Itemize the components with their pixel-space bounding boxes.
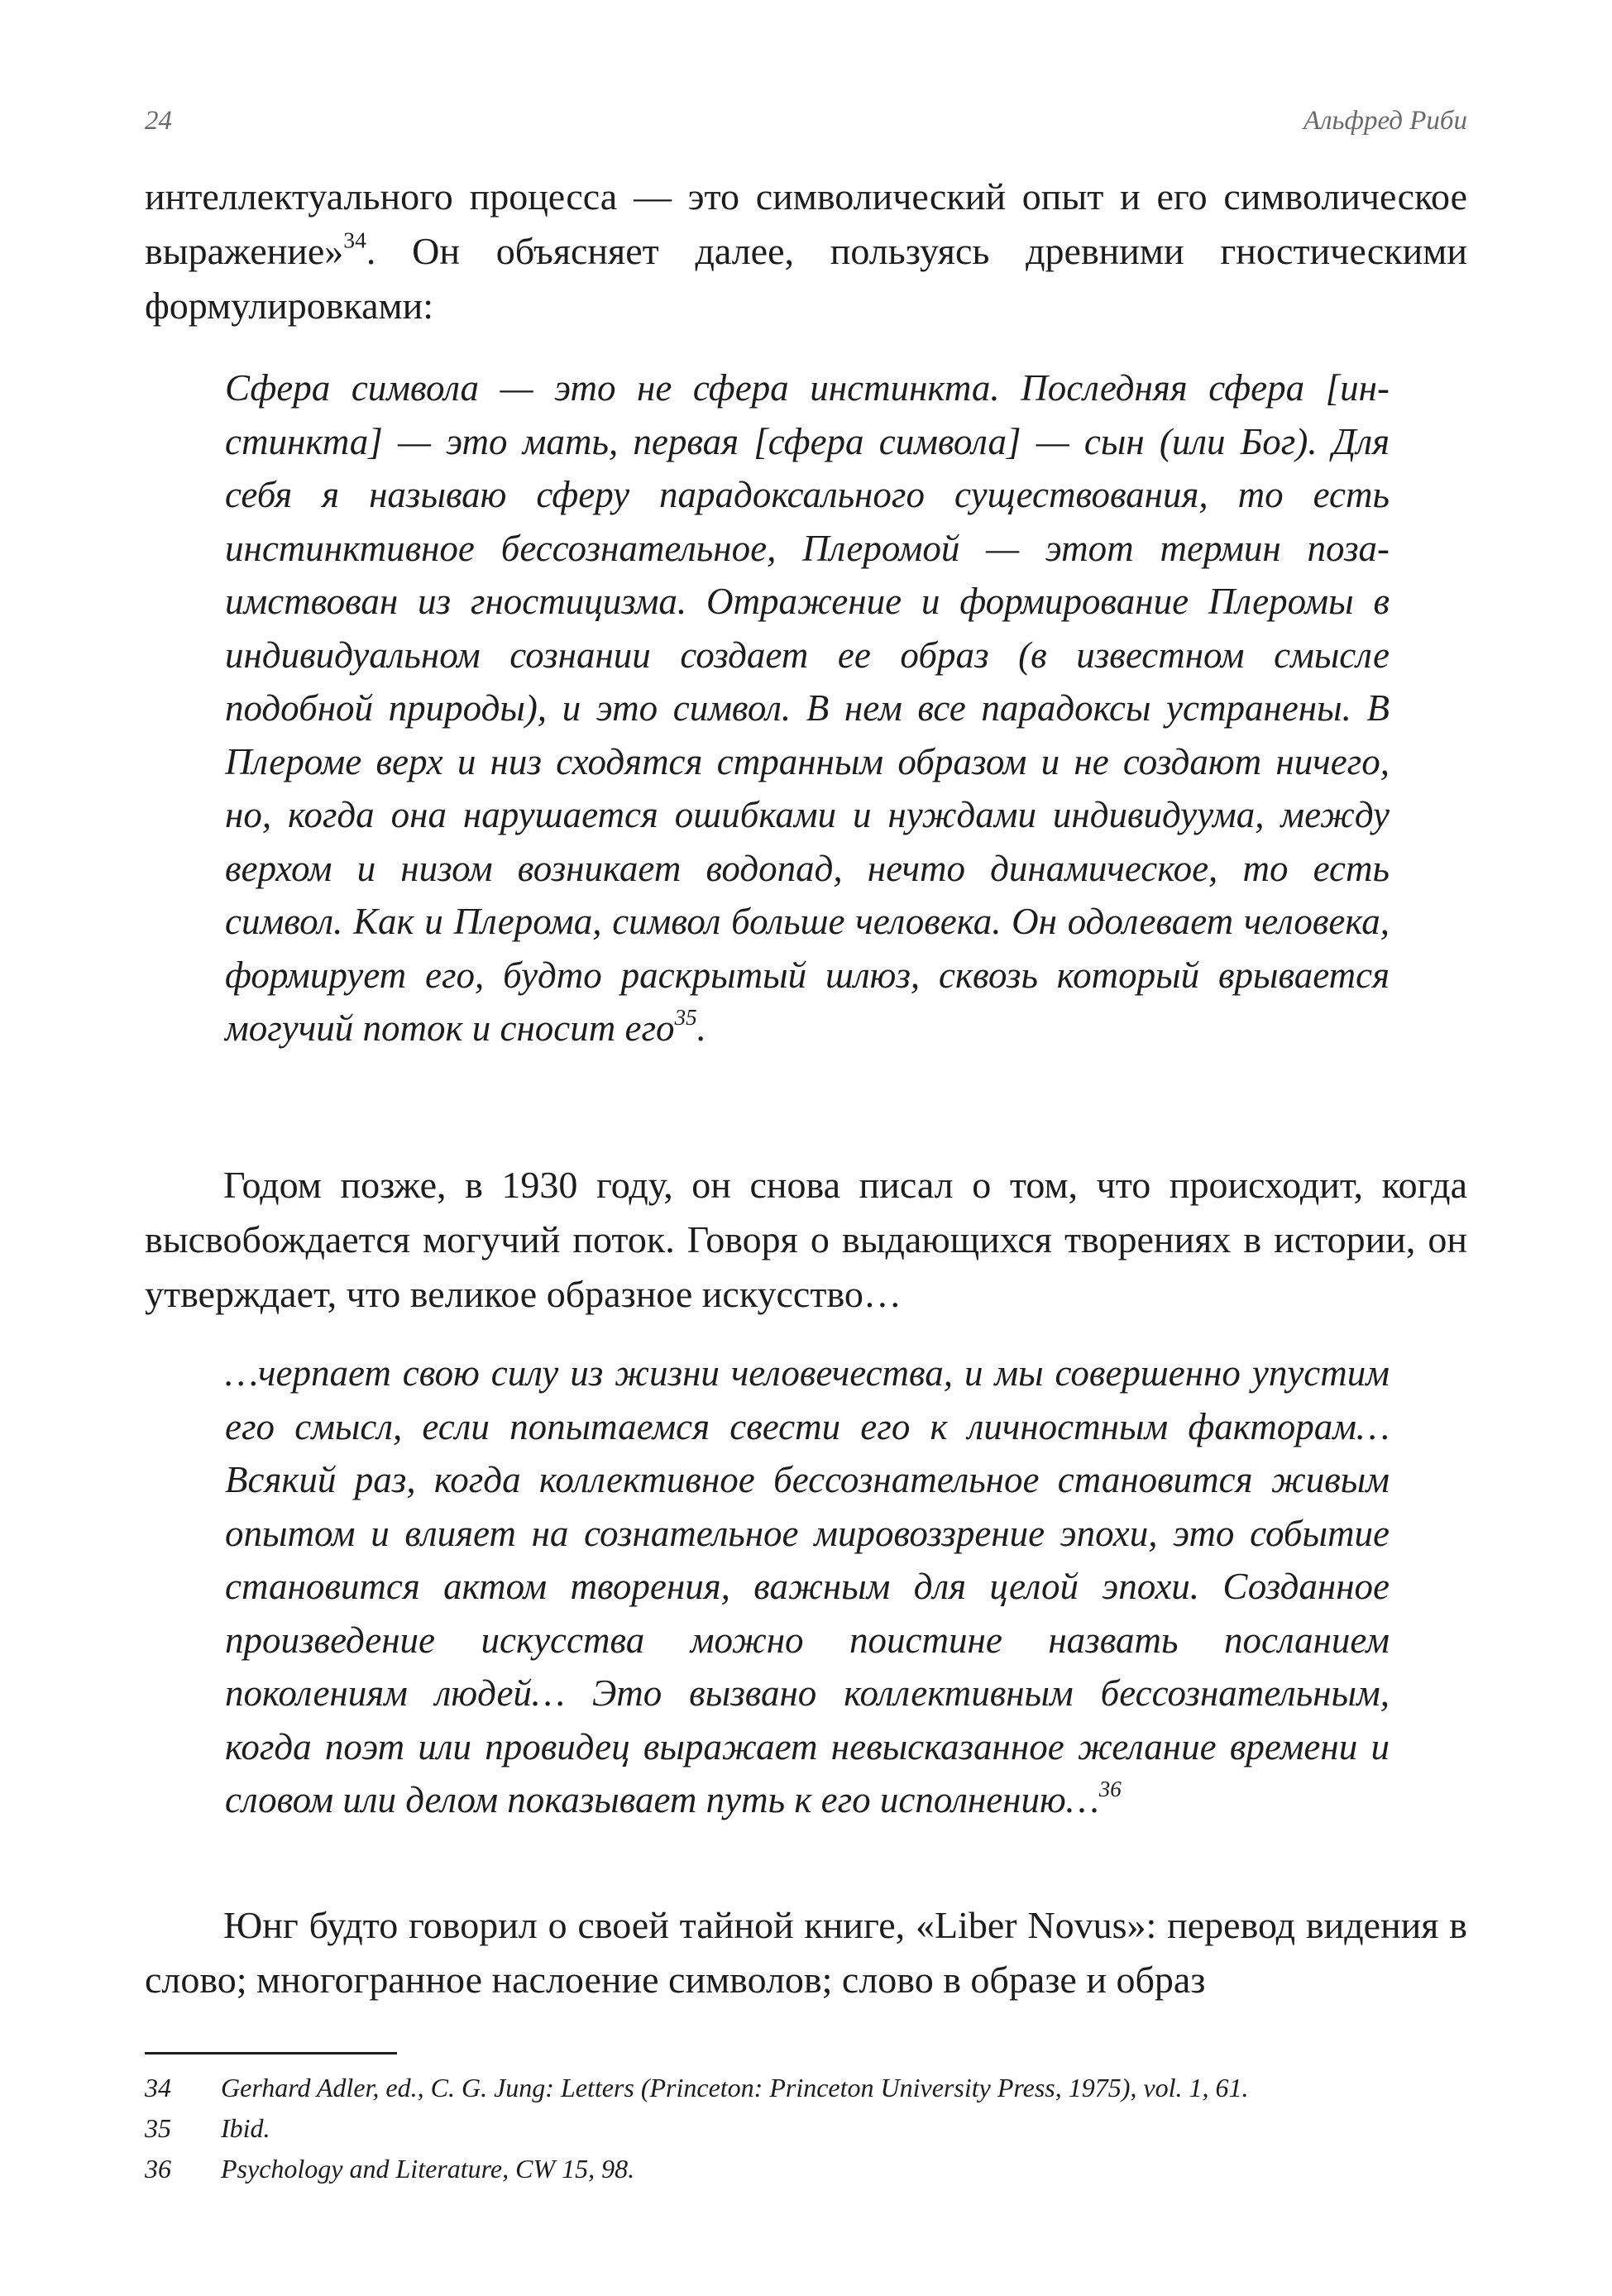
footnote-ref-36: 36 (1098, 1777, 1122, 1802)
paragraph-3-text: Юнг будто говорил о своей тайной книге, «Liber Novus»: перевод видения в слово; многогранное наслоение символов; слово в образе и образ (145, 1904, 1467, 2001)
footnote-text: Ibid. (221, 2113, 270, 2143)
footnotes (145, 2068, 1467, 2189)
paragraph-3 (145, 1898, 1467, 2007)
paragraph-2-text: Годом позже, в 1930 году, он снова писал о том, что происходит, когда высвобождается могучий поток. Говоря о выдающихся творениях в истории, он утверждает, что великое образное искусство… (145, 1164, 1467, 1315)
footnote-number: 35 (145, 2113, 171, 2143)
running-header (145, 106, 1467, 147)
paragraph-1 (145, 170, 1467, 333)
footnote-ref-34: 34 (343, 227, 366, 253)
footnote-divider (145, 2052, 397, 2054)
footnote-36 (145, 2149, 1467, 2189)
footnote-text: Psychology and Literature, CW 15, 98. (221, 2154, 635, 2184)
block-quote-2 (225, 1347, 1390, 1827)
paragraph-2 (145, 1158, 1467, 1322)
block-quote-1 (225, 361, 1390, 1055)
block-quote-1-tail: . (696, 1007, 706, 1049)
block-quote-1-text: Сфера символа — это не сфера инстинкта. Последняя сфера [инстинкта] — это мать, первая [сфера символа] — сын (или Бог). Для себя я называю сферу парадоксального существования, то есть инстинктивное бессознательное, Плеромой — этот термин позаимствован из гностицизма. Отражение и формирование Плеромы в индивидуальном сознании создает ее образ (в известном смысле подобной природы), и это символ. В нем все парадоксы устранены. В Плероме верх и низ сходятся странным образом и не создают ничего, но, когда она нарушается ошибками и нуждами индивидуума, между верхом и низом возникает водопад, нечто динамическое, то есть символ. Как и Плерома, символ больше человека. Он одолевает человека, формирует его, будто раскрытый шлюз, сквозь который врывается могучий поток и сносит его (225, 367, 1390, 1049)
footnote-35 (145, 2108, 1467, 2149)
block-quote-2-text: …черпает свою силу из жизни человечества, и мы совершенно упустим его смысл, если попытаемся свести его к личностным факторам… Всякий раз, когда коллективное бессознательное становится живым опытом и влияет на сознательное мировоззрение эпохи, это событие становится актом творения, важным для целой эпохи. Созданное произведение искусства можно поистине назвать посланием поколениям людей… Это вызвано коллективным бессознательным, когда поэт или провидец выражает невысказанное желание времени и словом или делом показывает путь к его исполнению… (225, 1352, 1390, 1820)
footnote-34 (145, 2068, 1467, 2108)
paragraph-1-text: интеллектуального процесса — это символический опыт и его символическое выражение» (145, 175, 1467, 272)
footnote-text: Gerhard Adler, ed., C. G. Jung: Letters (Princeton: Princeton University Press, 1975), vol. 1, 61. (221, 2073, 1249, 2102)
footnote-ref-35: 35 (674, 1005, 697, 1031)
running-title: Альфред Риби (1303, 106, 1467, 136)
footnote-number: 34 (145, 2073, 171, 2102)
page-number: 24 (145, 106, 172, 136)
footnote-number: 36 (145, 2154, 171, 2184)
paragraph-1-tail: . Он объясняет далее, пользуясь древними гностическими формулировками: (145, 230, 1467, 327)
